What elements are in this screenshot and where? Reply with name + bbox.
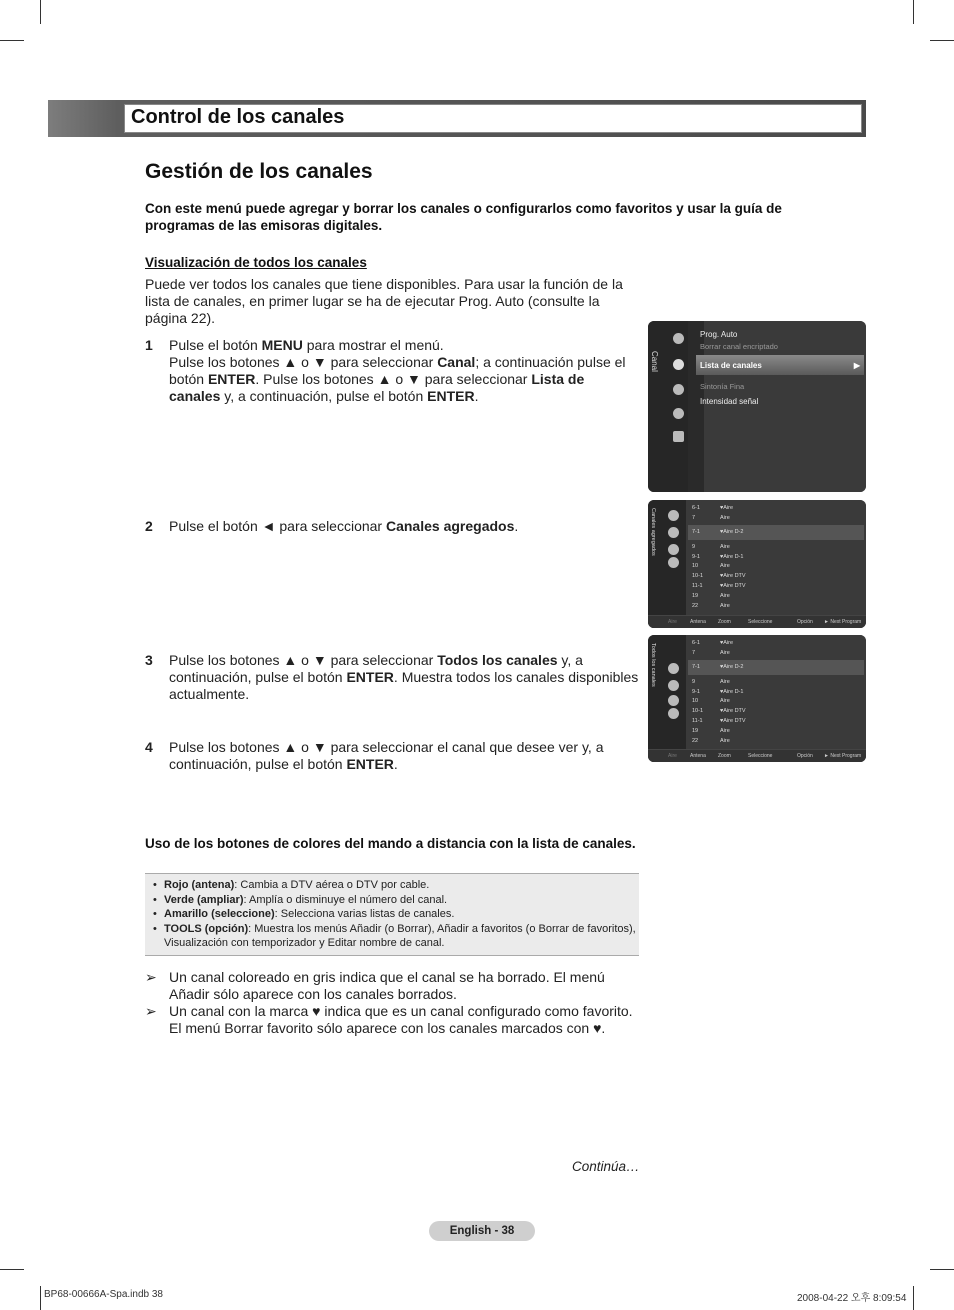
tools-icon [668,680,679,691]
page-title: Gestión de los canales [145,160,373,183]
heart-icon [668,695,679,706]
tv-screen-added-channels: Canales agregados 6-1 ♥Aire 7 Aire 7-1 ♥Aire D-2 9 Aire 9-1 ♥Aire D-1 10 Aire 10-1 ♥Aire DTV 11-1 ♥Aire DTV 19 Aire 22 Aire Aire Antena Zoom Seleccione Opción ► Next Program [648,500,866,628]
intro-paragraph: Puede ver todos los canales que tiene disponibles. Para usar la función de la lista de canales, en primer lugar se ha de ejecutar Prog. Auto (consulte la página 22). [145,276,623,326]
list-item: • Verde (ampliar): Amplía o disminuye el número del canal. [153,893,639,908]
picture-icon [673,333,684,344]
button-guide-bar: Aire Antena Zoom Seleccione Opción ► Next Program [648,615,866,628]
crop-mark [930,40,954,41]
intro-text: Con este menú puede agregar y borrar los canales o configurarlos como favoritos y usar la guía de programas de las emisoras digitales. [145,201,782,233]
step-text: Pulse los botones ▲ o ▼ para seleccionar el canal que desee ver y, a continuación, pulse el botón ENTER. [169,739,604,772]
menu-item-sintonia-fina[interactable]: Sintonía Fina [700,382,745,391]
menu-item-intensidad[interactable]: Intensidad señal [700,397,759,406]
section-title: Control de los canales [131,106,345,128]
step-number: 3 [145,652,153,668]
step-number: 4 [145,739,153,755]
step-text: Pulse el botón ◄ para seleccionar Canales agregados. [169,518,519,534]
crop-mark [40,0,41,24]
crop-mark [0,40,24,41]
heart-icon [668,544,679,555]
side-label: Todos los canales [650,643,656,687]
note-arrow-icon: ➢ [145,969,157,985]
crop-mark [930,1269,954,1270]
tools-icon [668,527,679,538]
tv-screen-all-channels: Todos los canales 6-1 ♥Aire 7 Aire 7-1 ♥Aire D-2 9 Aire 9-1 ♥Aire D-1 10 Aire 10-1 ♥Aire DTV 11-1 ♥Aire DTV 19 Aire 22 Aire Aire Antena Zoom Seleccione Opción ► Next Program [648,635,866,762]
antenna-icon [668,510,679,521]
menu-item-borrar-encriptado[interactable]: Borrar canal encriptado [700,342,778,351]
tv-screen-channel-menu [648,321,866,492]
clock-icon [668,557,679,568]
side-label: Canales agregados [650,508,656,556]
page-number: English - 38 [429,1221,535,1241]
step-number: 1 [145,337,153,353]
crop-mark [913,1286,914,1310]
color-buttons-heading: Uso de los botones de colores del mando a distancia con la lista de canales. [145,836,636,851]
subheading: Visualización de todos los canales [145,255,367,270]
color-buttons-list [145,873,639,956]
gear-icon [673,384,684,395]
continued-label: Continúa… [572,1159,640,1174]
footer-left: BP68-00666A-Spa.indb 38 [44,1289,163,1300]
step-text: Pulse los botones ▲ o ▼ para seleccionar Todos los canales y, a continuación, pulse el botón ENTER. Muestra todos los canales disponibles actualmente. [169,652,639,702]
antenna-icon [668,663,679,674]
footer-right: 2008-04-22 오후 8:09:54 [797,1293,907,1304]
list-item: • Amarillo (seleccione): Selecciona varias listas de canales. [153,907,639,922]
clock-icon [668,708,679,719]
step-text: Pulse el botón MENU para mostrar el menú. Pulse los botones ▲ o ▼ para seleccionar Canal; a continuación pulse el botón ENTER. Pulse los botones ▲ o ▼ para seleccionar Lista de canales y, a continuación, pulse el botón ENTER. [169,337,626,404]
list-item: • Rojo (antena): Cambia a DTV aérea o DTV por cable. [153,878,639,893]
sound-icon [673,359,684,370]
application-icon [673,431,684,442]
step-number: 2 [145,518,153,534]
menu-item-lista-canales[interactable]: Lista de canales ▶ [696,355,864,375]
menu-item-prog-auto[interactable]: Prog. Auto [700,330,738,339]
crop-mark [913,0,914,24]
arrow-right-icon: ▶ [853,361,860,370]
crop-mark [40,1286,41,1310]
input-icon [673,408,684,419]
crop-mark [0,1269,24,1270]
note-arrow-icon: ➢ [145,1003,157,1019]
button-guide-bar: Aire Antena Zoom Seleccione Opción ► Next Program [648,749,866,762]
list-item: • TOOLS (opción): Muestra los menús Añadir (o Borrar), Añadir a favoritos (o Borrar de favoritos), Visualización con temporizador y Editar nombre de canal. [153,922,639,951]
side-label: Canal [650,351,659,372]
